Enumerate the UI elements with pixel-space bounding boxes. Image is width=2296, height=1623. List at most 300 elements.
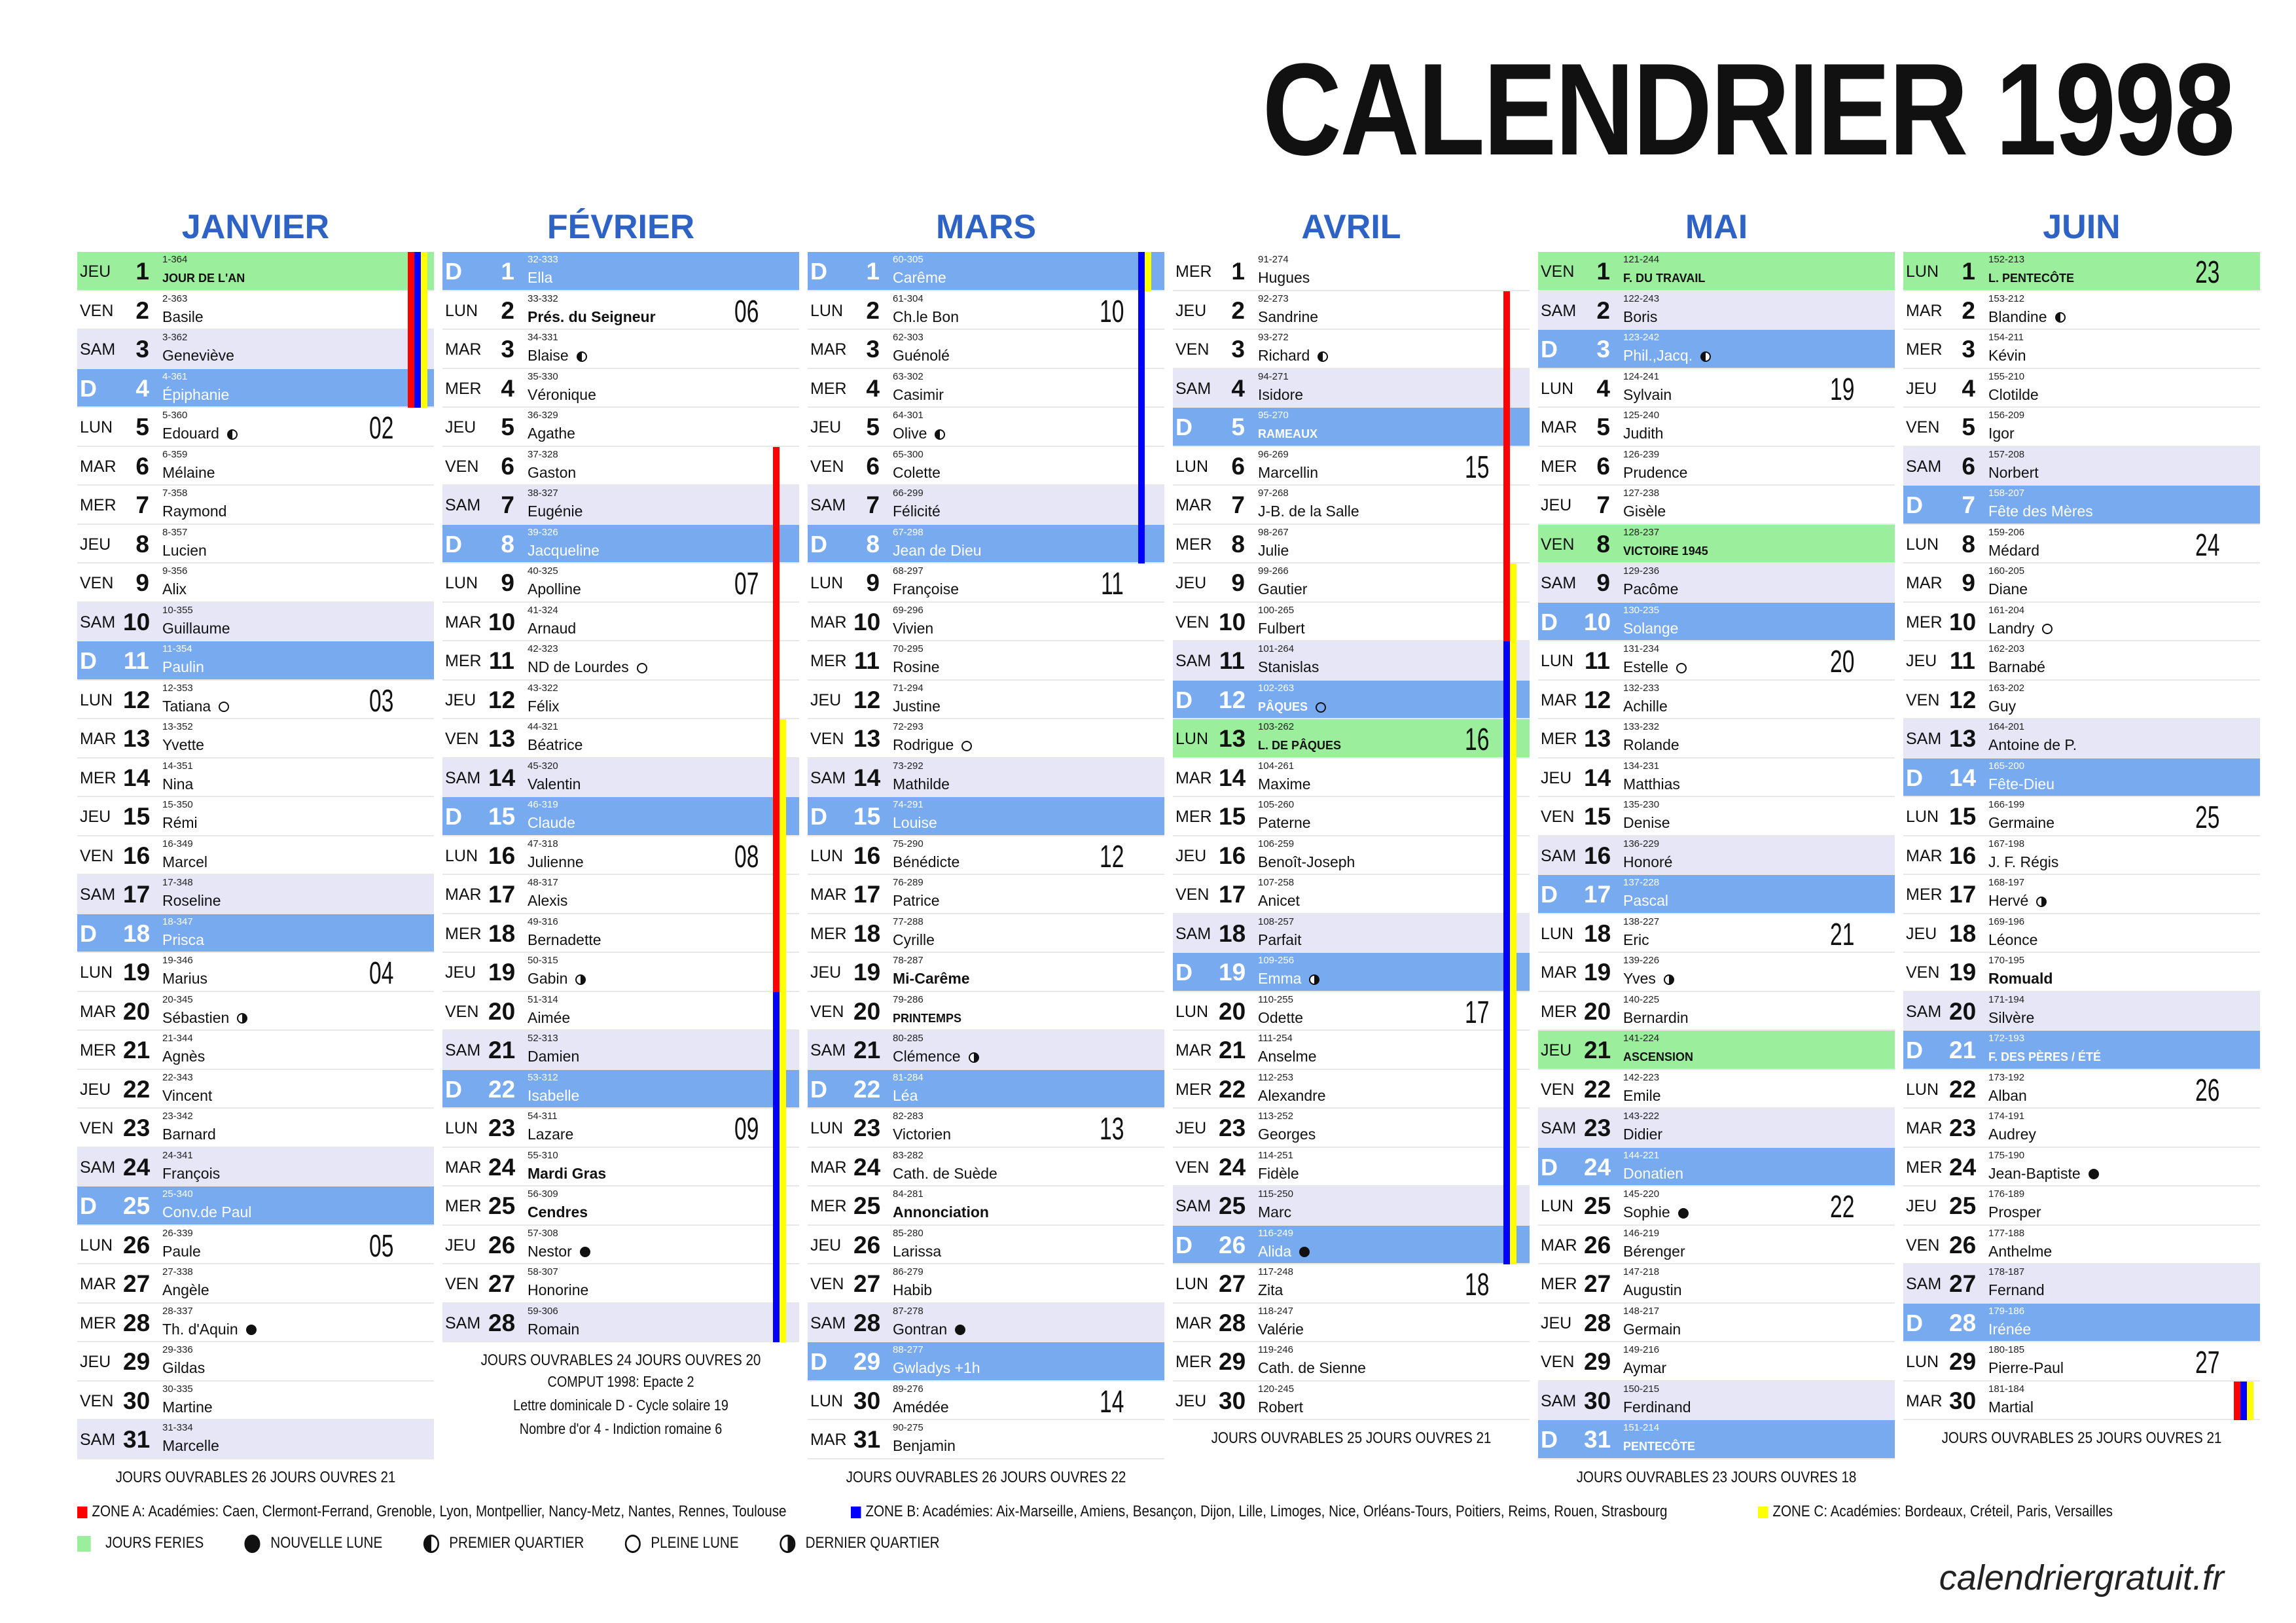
day-of-week: D	[810, 530, 827, 558]
day-number: 28	[123, 1309, 151, 1336]
day-row	[808, 603, 1164, 642]
day-of-week: JEU	[1175, 574, 1207, 592]
day-row	[1903, 486, 2260, 525]
day-number: 28	[488, 1309, 516, 1336]
day-of-week: VEN	[1906, 963, 1940, 982]
saint-name: Angèle	[162, 1281, 209, 1298]
day-count: 37-328	[528, 448, 558, 460]
day-row	[1173, 563, 1530, 603]
saint-name-wrap	[162, 308, 204, 326]
saint-name-wrap	[1258, 776, 1311, 793]
day-row	[442, 914, 799, 954]
day-number: 1	[1962, 258, 1975, 285]
saint-name-wrap	[528, 347, 587, 365]
saint-name-wrap	[1258, 931, 1301, 949]
zone-b-bar	[1138, 252, 1145, 563]
week-number: 22	[1829, 1190, 1854, 1224]
day-number: 7	[1962, 491, 1975, 518]
day-number: 1	[1596, 258, 1610, 285]
saint-name-wrap	[1988, 272, 2074, 285]
day-count: 105-260	[1258, 799, 1295, 810]
saint-name: Georges	[1258, 1126, 1316, 1143]
day-row	[808, 875, 1164, 914]
day-number: 4	[1596, 374, 1610, 402]
day-number: 10	[853, 608, 881, 635]
day-number: 8	[866, 530, 880, 558]
day-count: 101-264	[1258, 643, 1295, 654]
day-of-week: D	[1906, 764, 1923, 791]
saint-name-wrap	[162, 1281, 209, 1299]
legend-zone-b	[851, 1503, 1667, 1521]
day-row	[442, 1031, 799, 1070]
day-of-week: JEU	[80, 535, 111, 554]
saint-name: L. PENTECÔTE	[1988, 272, 2075, 285]
day-number: 22	[853, 1075, 881, 1103]
day-count: 84-281	[893, 1188, 924, 1200]
saint-name: PRINTEMPS	[893, 1011, 962, 1025]
day-count: 26-339	[162, 1227, 193, 1239]
day-of-week: LUN	[1906, 262, 1939, 281]
saint-name: Solange	[1623, 619, 1679, 637]
day-count: 77-288	[893, 916, 924, 927]
day-count: 82-283	[893, 1111, 924, 1122]
day-count: 34-331	[528, 332, 558, 343]
new-moon-icon	[955, 1325, 965, 1335]
day-number: 25	[1949, 1192, 1977, 1219]
saint-name-wrap	[893, 269, 946, 287]
day-number: 29	[1949, 1348, 1977, 1375]
day-row	[1903, 797, 2260, 836]
saint-name: Jean-Baptiste	[1988, 1164, 2081, 1182]
day-row	[77, 369, 434, 408]
saint-name-wrap	[1988, 1009, 2034, 1027]
day-row	[77, 1264, 434, 1304]
day-number: 21	[1949, 1037, 1977, 1063]
saint-name: Diane	[1988, 580, 2028, 597]
day-of-week: JEU	[80, 1080, 111, 1099]
week-number: 02	[368, 411, 393, 446]
day-row	[1538, 603, 1895, 642]
saint-name: VICTOIRE 1945	[1623, 544, 1708, 558]
saint-name-wrap	[1988, 503, 2093, 520]
comput-line: Lettre dominicale D - Cycle solaire 19	[513, 1397, 728, 1414]
day-count: 27-338	[162, 1266, 193, 1277]
day-count: 118-247	[1258, 1305, 1293, 1317]
saint-name-wrap	[528, 970, 586, 988]
saint-name-wrap	[162, 1087, 212, 1105]
saint-name-wrap	[1623, 386, 1672, 404]
day-count: 154-211	[1988, 332, 2024, 343]
day-number: 26	[488, 1231, 516, 1258]
day-of-week: SAM	[810, 1313, 846, 1332]
week-number: 08	[734, 839, 759, 874]
zone-a-bar	[408, 252, 414, 408]
day-number: 1	[501, 258, 514, 285]
day-number: 20	[1219, 997, 1246, 1025]
day-number: 22	[488, 1075, 516, 1103]
day-row	[1173, 291, 1530, 330]
day-number: 18	[1584, 919, 1611, 947]
saint-name: PÂQUES	[1258, 700, 1308, 713]
day-row	[1903, 563, 2260, 603]
day-count: 166-199	[1988, 799, 2025, 810]
day-count: 43-322	[528, 682, 558, 694]
saint-name: Kévin	[1988, 347, 2026, 364]
day-number: 7	[1231, 491, 1245, 518]
saint-name: Pascal	[1623, 892, 1669, 909]
day-row	[1903, 330, 2260, 369]
day-number: 6	[135, 452, 149, 480]
day-row	[442, 1226, 799, 1265]
saint-name: Igor	[1988, 425, 2015, 442]
saint-name-wrap	[893, 1359, 980, 1377]
saint-name-wrap	[1623, 1399, 1691, 1416]
day-of-week: JEU	[1175, 1391, 1207, 1410]
saint-name: Judith	[1623, 425, 1664, 442]
day-of-week: MAR	[810, 1158, 847, 1177]
day-count: 40-325	[528, 565, 558, 577]
day-count: 62-303	[893, 332, 924, 343]
day-of-week: MER	[1175, 1080, 1212, 1099]
saint-name: Mardi Gras	[528, 1164, 607, 1182]
day-row	[1903, 681, 2260, 720]
day-of-week: D	[1541, 1153, 1558, 1181]
day-row	[1538, 681, 1895, 720]
day-row	[442, 408, 799, 447]
day-number: 4	[501, 374, 514, 402]
saint-name: Pierre-Paul	[1988, 1359, 2064, 1376]
month-footer: JOURS OUVRABLES 24 JOURS OUVRES 20	[480, 1351, 761, 1369]
day-of-week: SAM	[810, 768, 846, 787]
month-0	[77, 203, 434, 1487]
saint-name-wrap	[528, 814, 575, 832]
day-count: 33-332	[528, 293, 558, 304]
day-row	[1538, 641, 1895, 681]
saint-name-wrap	[1988, 736, 2077, 754]
saint-name: Bérenger	[1623, 1242, 1685, 1260]
saint-name-wrap	[1623, 931, 1649, 949]
full-moon-icon	[2042, 624, 2053, 634]
saint-name: Antoine de P.	[1988, 736, 2077, 753]
saint-name-wrap	[1988, 308, 2066, 326]
day-count: 58-307	[528, 1266, 558, 1277]
saint-name: Patrice	[893, 892, 940, 909]
day-count: 153-212	[1988, 293, 2025, 304]
day-count: 146-219	[1623, 1227, 1660, 1239]
day-row	[808, 252, 1164, 291]
day-row	[1903, 1070, 2260, 1109]
saint-name-wrap	[162, 272, 245, 285]
day-count: 175-190	[1988, 1149, 2025, 1161]
day-count: 141-224	[1623, 1033, 1660, 1044]
saint-name: Valentin	[528, 775, 581, 793]
day-count: 45-320	[528, 760, 558, 772]
saint-name-wrap	[893, 814, 937, 832]
day-number: 7	[866, 491, 880, 518]
comput-line: Nombre d'or 4 - Indiction romaine 6	[519, 1420, 723, 1437]
day-row	[442, 681, 799, 720]
day-row	[808, 1420, 1164, 1459]
day-of-week: MAR	[1906, 574, 1943, 592]
day-count: 120-245	[1258, 1383, 1295, 1395]
day-number: 30	[853, 1387, 881, 1414]
day-count: 25-340	[162, 1188, 193, 1200]
day-row	[1903, 875, 2260, 914]
day-row	[442, 1304, 799, 1343]
saint-name-wrap	[1988, 464, 2039, 482]
day-of-week: MER	[1541, 457, 1577, 476]
day-of-week: MAR	[80, 457, 117, 476]
saint-name: Phil.,Jacq.	[1623, 347, 1693, 364]
day-number: 9	[135, 569, 149, 596]
saint-name-wrap	[1623, 464, 1687, 482]
day-count: 74-291	[893, 799, 924, 810]
day-of-week: MER	[445, 379, 482, 398]
saint-name-wrap	[1258, 503, 1359, 520]
day-count: 138-227	[1623, 916, 1660, 927]
day-row	[1538, 914, 1895, 954]
day-number: 11	[1949, 647, 1975, 674]
saint-name-wrap	[1623, 425, 1663, 442]
saint-name-wrap	[1258, 1243, 1310, 1260]
day-of-week: MER	[445, 924, 482, 943]
saint-name-wrap	[893, 658, 940, 676]
day-number: 26	[123, 1231, 151, 1258]
saint-name-wrap	[1988, 1243, 2052, 1260]
day-number: 27	[853, 1270, 881, 1297]
saint-name: Barnard	[162, 1126, 216, 1143]
saint-name-wrap	[1258, 1321, 1304, 1338]
day-of-week: LUN	[810, 1391, 844, 1410]
saint-name-wrap	[893, 347, 950, 365]
month-title: AVRIL	[1301, 208, 1401, 246]
day-number: 5	[866, 414, 880, 440]
saint-name-wrap	[162, 1009, 247, 1027]
day-count: 142-223	[1623, 1071, 1660, 1083]
saint-name-wrap	[528, 269, 552, 287]
saint-name: Lucien	[162, 541, 207, 559]
day-number: 23	[488, 1115, 516, 1141]
saint-name: Donatien	[1623, 1164, 1684, 1182]
day-row	[808, 641, 1164, 681]
saint-name-wrap	[1258, 542, 1289, 560]
day-of-week: D	[1906, 1309, 1923, 1336]
day-of-week: D	[80, 374, 97, 402]
saint-name: Fulbert	[1258, 619, 1305, 637]
day-of-week: MAR	[445, 1158, 482, 1177]
day-count: 133-232	[1623, 721, 1660, 732]
zone-c-label: ZONE C: Académies: Bordeaux, Créteil, Paris, Versailles	[1772, 1503, 2113, 1520]
saint-name: Odette	[1258, 1008, 1304, 1026]
day-number: 1	[866, 258, 880, 285]
saint-name-wrap	[162, 620, 230, 637]
day-of-week: VEN	[1175, 340, 1210, 359]
day-number: 19	[488, 959, 516, 986]
saint-name-wrap	[1623, 776, 1680, 793]
day-count: 53-312	[528, 1071, 558, 1083]
week-number: 16	[1464, 722, 1489, 757]
day-number: 31	[1584, 1426, 1611, 1453]
saint-name-wrap	[162, 1126, 216, 1143]
saint-name-wrap	[1623, 814, 1670, 832]
day-count: 176-189	[1988, 1188, 2025, 1200]
day-row	[808, 1148, 1164, 1187]
saint-name: Honorine	[528, 1281, 589, 1298]
saint-name: Anthelme	[1988, 1242, 2053, 1260]
day-of-week: MER	[1906, 1158, 1943, 1177]
day-number: 27	[1219, 1270, 1246, 1297]
day-row	[808, 1031, 1164, 1070]
day-number: 17	[1219, 881, 1246, 908]
day-of-week: VEN	[1541, 1080, 1575, 1099]
day-of-week: D	[1906, 491, 1923, 518]
day-number: 11	[488, 647, 514, 674]
saint-name: Alix	[162, 580, 187, 597]
day-row	[1173, 252, 1530, 291]
saint-name-wrap	[1988, 542, 2039, 560]
saint-name-wrap	[893, 1048, 979, 1065]
saint-name-wrap	[1258, 970, 1319, 988]
day-of-week: VEN	[80, 301, 114, 320]
day-row	[77, 1148, 434, 1187]
day-of-week: MAR	[810, 613, 847, 632]
day-number: 14	[123, 764, 151, 791]
saint-name-wrap	[893, 853, 960, 871]
saint-name-wrap	[1258, 892, 1300, 910]
day-of-week: D	[1175, 959, 1193, 986]
day-count: 103-262	[1258, 721, 1295, 732]
first-quarter-icon	[1700, 351, 1711, 362]
week-number: 26	[2195, 1073, 2219, 1108]
day-count: 42-323	[528, 643, 558, 654]
day-number: 25	[853, 1192, 881, 1219]
day-of-week: SAM	[80, 885, 116, 904]
day-of-week: VEN	[1175, 1158, 1210, 1177]
saint-name: Irénée	[1988, 1320, 2032, 1338]
day-of-week: SAM	[1175, 1197, 1211, 1215]
day-count: 93-272	[1258, 332, 1289, 343]
saint-name-wrap	[1258, 1399, 1303, 1416]
day-of-week: JEU	[80, 1353, 111, 1371]
day-of-week: D	[1541, 608, 1558, 635]
saint-name: Gaston	[528, 463, 577, 481]
day-row	[1903, 291, 2260, 330]
saint-name: Prés. du Seigneur	[528, 308, 656, 325]
day-number: 17	[1584, 881, 1611, 908]
saint-name-wrap	[1258, 739, 1341, 753]
day-number: 12	[853, 686, 881, 713]
day-row	[77, 525, 434, 564]
day-count: 181-184	[1988, 1383, 2025, 1395]
saint-name-wrap	[893, 1165, 997, 1183]
saint-name: Marcelle	[162, 1437, 219, 1454]
day-of-week: VEN	[1541, 262, 1575, 281]
day-count: 108-257	[1258, 916, 1295, 927]
saint-name: Nina	[162, 775, 194, 793]
day-number: 17	[123, 881, 151, 908]
day-count: 36-329	[528, 410, 558, 421]
day-of-week: VEN	[445, 457, 479, 476]
saint-name-wrap	[1258, 1359, 1366, 1377]
saint-name: Germain	[1623, 1320, 1681, 1338]
day-row	[442, 719, 799, 758]
day-count: 174-191	[1988, 1111, 2025, 1122]
day-number: 9	[1962, 569, 1975, 596]
day-number: 2	[1231, 296, 1245, 324]
saint-name: RAMEAUX	[1258, 427, 1318, 440]
saint-name: Isabelle	[528, 1086, 580, 1104]
day-row	[442, 291, 799, 330]
day-row	[442, 486, 799, 525]
day-number: 15	[488, 803, 516, 830]
saint-name: Vincent	[162, 1086, 213, 1104]
saint-name: Raymond	[162, 503, 227, 520]
day-count: 178-187	[1988, 1266, 2025, 1277]
day-row	[1173, 1186, 1530, 1226]
saint-name-wrap	[893, 308, 959, 326]
day-count: 130-235	[1623, 604, 1660, 616]
saint-name: Lazare	[528, 1126, 574, 1143]
day-row	[442, 1264, 799, 1304]
saint-name: Nestor	[528, 1242, 572, 1260]
day-count: 68-297	[893, 565, 924, 577]
day-row	[442, 1070, 799, 1109]
saint-name-wrap	[1623, 272, 1705, 285]
day-count: 112-253	[1258, 1071, 1293, 1083]
saint-name-wrap	[893, 931, 935, 949]
day-count: 143-222	[1623, 1111, 1660, 1122]
saint-name: Marc	[1258, 1204, 1292, 1221]
saint-name-wrap	[893, 970, 970, 988]
day-row	[1903, 369, 2260, 408]
day-count: 172-193	[1988, 1033, 2025, 1044]
day-count: 85-280	[893, 1227, 924, 1239]
day-count: 48-317	[528, 877, 558, 888]
day-row	[77, 1031, 434, 1070]
saint-name-wrap	[1623, 308, 1657, 326]
day-number: 8	[1962, 530, 1975, 558]
saint-name-wrap	[528, 580, 581, 598]
saint-name-wrap	[893, 1243, 941, 1260]
day-row	[1903, 603, 2260, 642]
day-of-week: JEU	[1175, 846, 1207, 865]
saint-name: Ferdinand	[1623, 1398, 1691, 1416]
day-of-week: VEN	[1541, 1353, 1575, 1371]
day-number: 6	[501, 452, 514, 480]
day-of-week: D	[1541, 336, 1558, 363]
day-of-week: MAR	[1541, 690, 1577, 709]
week-number: 23	[2195, 255, 2219, 290]
saint-name: Matthias	[1623, 775, 1680, 793]
day-of-week: D	[1175, 686, 1193, 713]
week-number: 10	[1099, 294, 1124, 329]
day-row	[1903, 758, 2260, 798]
day-count: 65-300	[893, 448, 924, 460]
day-number: 29	[123, 1348, 151, 1375]
day-count: 107-258	[1258, 877, 1295, 888]
day-of-week: LUN	[1541, 652, 1574, 670]
day-of-week: VEN	[810, 1275, 844, 1293]
saint-name: Rémi	[162, 814, 198, 831]
saint-name-wrap	[1623, 503, 1666, 520]
day-count: 158-207	[1988, 488, 2025, 499]
day-count: 155-210	[1988, 370, 2025, 382]
day-of-week: VEN	[80, 846, 114, 865]
saint-name: Yves	[1623, 970, 1656, 987]
day-count: 91-274	[1258, 254, 1289, 265]
day-number: 29	[1584, 1348, 1611, 1375]
day-of-week: LUN	[810, 1119, 844, 1137]
